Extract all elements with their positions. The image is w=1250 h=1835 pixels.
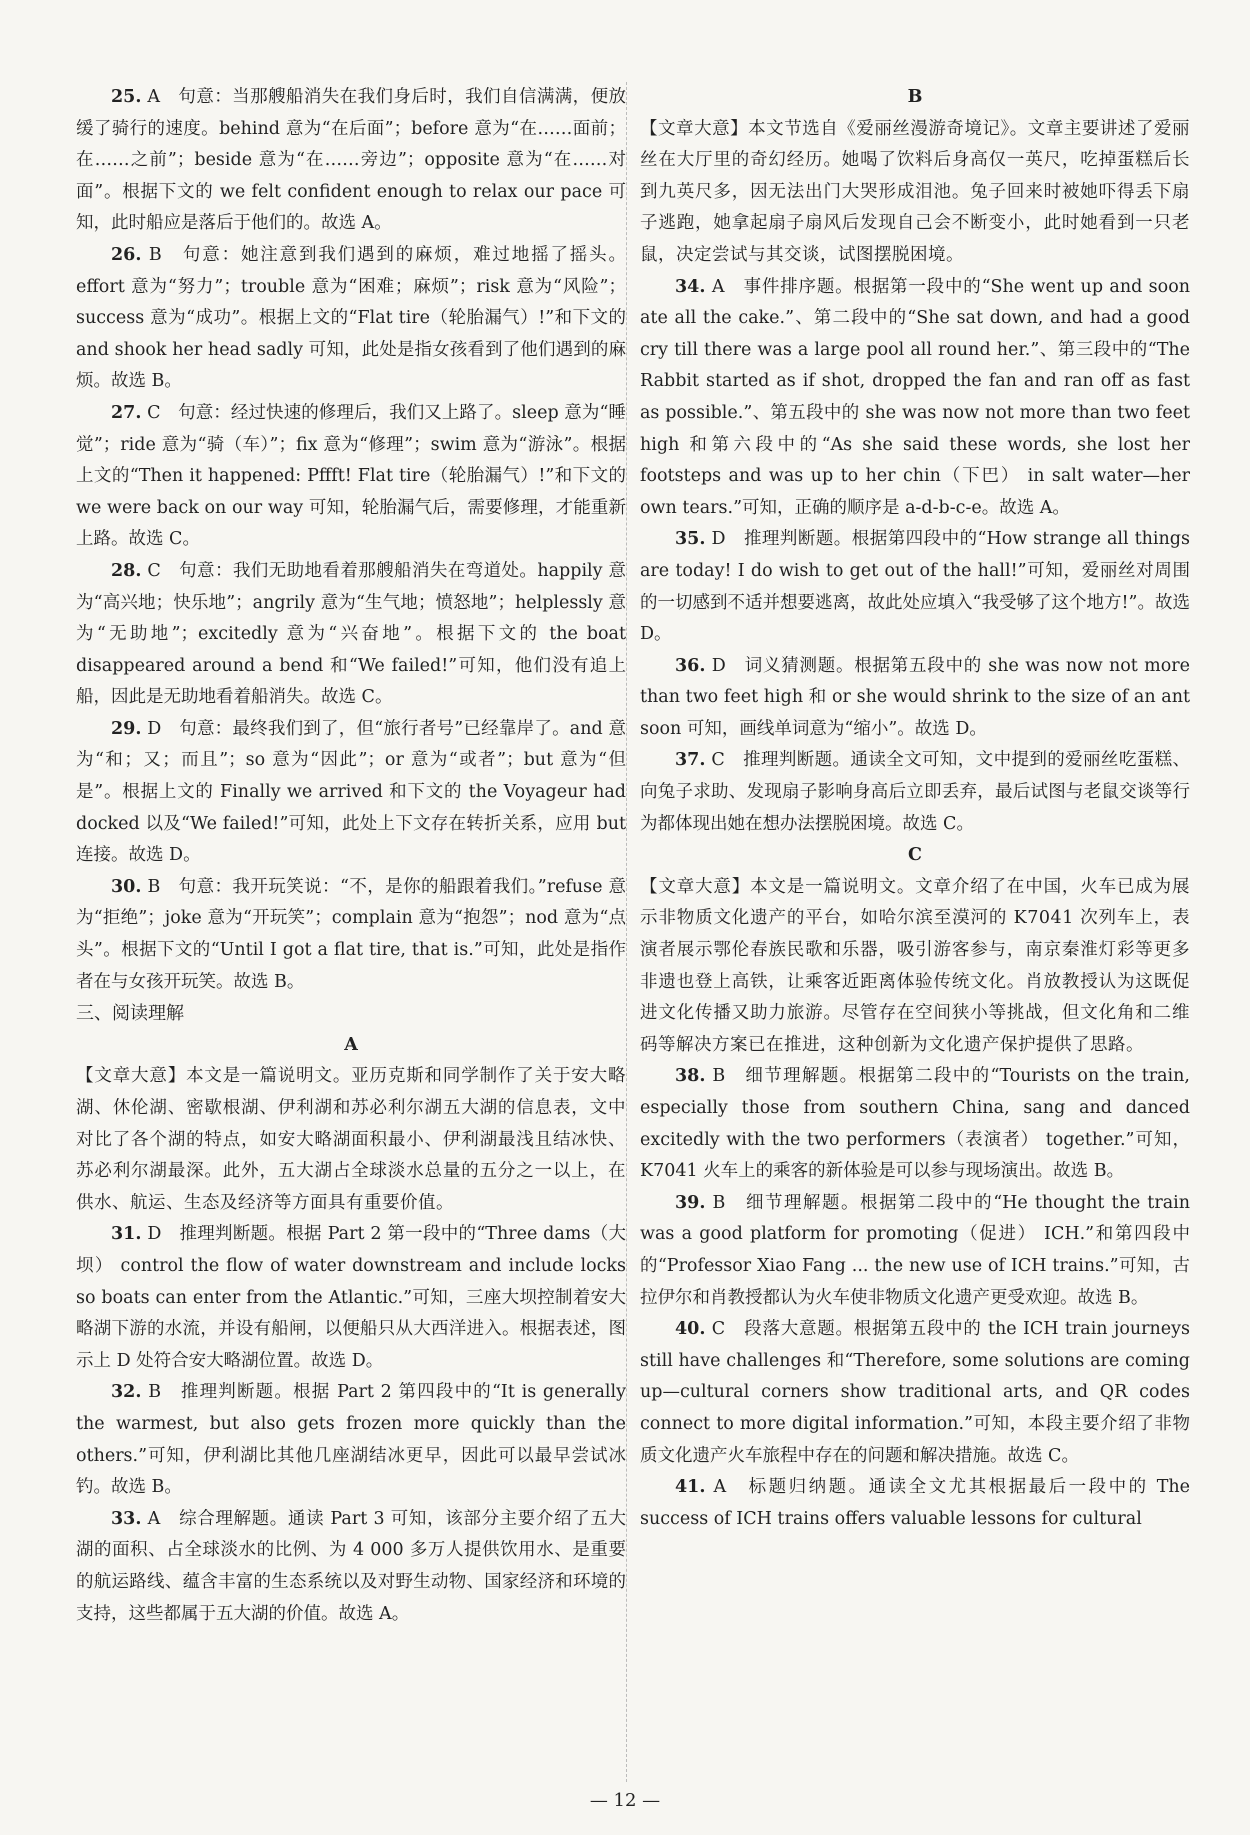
answer-29: 29. D 句意：最终我们到了，但“旅行者号”已经靠岸了。and 意为“和；又；而且”；so 意为“因此”；or 意为“或者”；but 意为“但是”。根据上文的 Finally we arrived 和下文的 the Voyageur had docked 以及“We failed!”可知，此处上下文存在转折关系，应用 but 连接。故选 D。 — [76, 718, 626, 866]
passage-heading-a: A — [344, 1034, 358, 1055]
answer-38: 38. B 细节理解题。根据第二段中的“Tourists on the train, especially those from southern China, sang and danced excitedly with the two performers（表演者） together.”可知，K7041 火车上的乘客的新体验是可以参与现场演出。故选 B。 — [640, 1066, 1190, 1182]
left-column — [76, 82, 626, 1630]
right-column — [640, 82, 1190, 1535]
answer-31: 31. D 推理判断题。根据 Part 2 第一段中的“Three dams（大坝） control the flow of water downstream and include locks so boats can enter from the Atlantic.”可知，三座大坝控制着安大略湖下游的水流，并设有船闸，以便船只从大西洋进入。根据表述，图示上 D 处符合安大略湖位置。故选 D。 — [76, 1224, 626, 1371]
answer-30: 30. B 句意：我开玩笑说：“不，是你的船跟着我们。”refuse 意为“拒绝”；joke 意为“开玩笑”；complain 意为“抱怨”；nod 意为“点头”。根据下文的“Until I got a flat tire, that is.”可知，此处是指作者在与女孩开玩笑。故选 B。 — [76, 876, 626, 992]
answer-27: 27. C 句意：经过快速的修理后，我们又上路了。sleep 意为“睡觉”；ride 意为“骑（车）”；fix 意为“修理”；swim 意为“游泳”。根据上文的“Then it happened: Pffft! Flat tire（轮胎漏气）!”和下文的 we were back on our way 可知，轮胎漏气后，需要修理，才能重新上路。故选 C。 — [76, 402, 626, 550]
answer-34: 34. A 事件排序题。根据第一段中的“She went up and soon ate all the cake.”、第二段中的“She sat down, and had a good cry till there was a large pool all round her.”、第三段中的“The Rabbit started as if shot, dropped the fan and ran off as fast as possible.”、第五段中的 she was now not more than two feet high 和第六段中的“As she said these words, she lost her footsteps and was up to her chin（下巴） in salt water—her own tears.”可知，正确的顺序是 a-d-b-c-e。故选 A。 — [640, 276, 1190, 518]
answer-26: 26. B 句意：她注意到我们遇到的麻烦，难过地摇了摇头。effort 意为“努力”；trouble 意为“困难；麻烦”；risk 意为“风险”；success 意为“成功”。根据上文的“Flat tire（轮胎漏气）!”和下文的 and shook her head sadly 可知，此处是指女孩看到了他们遇到的麻烦。故选 B。 — [76, 244, 626, 392]
answer-37: 37. C 推理判断题。通读全文可知，文中提到的爱丽丝吃蛋糕、向兔子求助、发现扇子影响身高后立即丢弃，最后试图与老鼠交谈等行为都体现出她在想办法摆脱困境。故选 C。 — [640, 750, 1190, 834]
answer-32: 32. B 推理判断题。根据 Part 2 第四段中的“It is generally the warmest, but also gets frozen more quickly than the others.”可知，伊利湖比其他几座湖结冰更早，因此可以最早尝试冰钓。故选 B。 — [76, 1382, 626, 1498]
answer-40: 40. C 段落大意题。根据第五段中的 the ICH train journeys still have challenges 和“Therefore, some solutions are coming up—cultural corners show traditional arts, and QR codes connect to more digital information.”可知，本段主要介绍了非物质文化遗产火车旅程中存在的问题和解决措施。故选 C。 — [640, 1319, 1190, 1466]
answer-41: 41. A 标题归纳题。通读全文尤其根据最后一段中的 The success of ICH trains offers valuable lessons for cultural — [640, 1477, 1190, 1529]
page-number: — 12 — — [589, 1790, 661, 1811]
answer-28: 28. C 句意：我们无助地看着那艘船消失在弯道处。happily 意为“高兴地；快乐地”；angrily 意为“生气地；愤怒地”；helplessly 意为“无助地”；excitedly 意为“兴奋地”。根据下文的 the boat disappeared around a bend 和“We failed!”可知，他们没有追上船，因此是无助地看着船消失。故选 C。 — [76, 560, 626, 708]
answer-39: 39. B 细节理解题。根据第二段中的“He thought the train was a good platform for promoting（促进） ICH.”和第四段中的“Professor Xiao Fang ... the new use of ICH trains.”可知，古拉伊尔和肖教授都认为火车使非物质文化遗产更受欢迎。故选 B。 — [640, 1192, 1190, 1308]
passage-heading-b: B — [907, 87, 923, 107]
answer-36: 36. D 词义猜测题。根据第五段中的 she was now not more than two feet high 和 or she would shrink to the size of an ant soon 可知，画线单词意为“缩小”。故选 D。 — [640, 655, 1190, 739]
passage-summary-a: 【文章大意】本文是一篇说明文。亚历克斯和同学制作了关于安大略湖、休伦湖、密歇根湖、伊利湖和苏必利尔湖五大湖的信息表，文中对比了各个湖的特点，如安大略湖面积最小、伊利湖最浅且结冰快、苏必利尔湖最深。此外，五大湖占全球淡水总量的五分之一以上，在供水、航运、生态及经济等方面具有重要价值。 — [76, 1066, 626, 1213]
passage-summary-b: 【文章大意】本文节选自《爱丽丝漫游奇境记》。文章主要讲述了爱丽丝在大厅里的奇幻经历。她喝了饮料后身高仅一英尺，吃掉蛋糕后长到九英尺多，因无法出门大哭形成泪池。兔子回来时被她吓得丢下扇子逃跑，她拿起扇子扇风后发现自己会不断变小，此时她看到一只老鼠，决定尝试与其交谈，试图摆脱困境。 — [640, 118, 1190, 265]
passage-heading-c: C — [908, 845, 922, 866]
section-heading-reading: 三、阅读理解 — [76, 1003, 184, 1025]
answer-33: 33. A 综合理解题。通读 Part 3 可知，该部分主要介绍了五大湖的面积、占全球淡水的比例、为 4 000 多万人提供饮用水、是重要的航运路线、蕴含丰富的生态系统以及对野生动物、国家经济和环境的支持，这些都属于五大湖的价值。故选 A。 — [76, 1508, 626, 1624]
passage-summary-c: 【文章大意】本文是一篇说明文。文章介绍了在中国，火车已成为展示非物质文化遗产的平台，如哈尔滨至漠河的 K7041 次列车上，表演者展示鄂伦春族民歌和乐器，吸引游客参与，南京秦淮灯彩等更多非遗也登上高铁，让乘客近距离体验传统文化。肖放教授认为这既促进文化传播又助力旅游。尽管存在空间狭小等挑战，但文化角和二维码等解决方案已在推进，这种创新为文化遗产保护提供了思路。 — [640, 876, 1190, 1055]
answer-35: 35. D 推理判断题。根据第四段中的“How strange all things are today! I do wish to get out of the hall!”可知，爱丽丝对周围的一切感到不适并想要逃离，故此处应填入“我受够了这个地方!”。故选 D。 — [640, 529, 1190, 645]
answer-25: 25. A 句意：当那艘船消失在我们身后时，我们自信满满，便放缓了骑行的速度。behind 意为“在后面”；before 意为“在……面前；在……之前”；beside 意为“在……旁边”；opposite 意为“在……对面”。根据下文的 we felt confident enough to relax our pace 可知，此时船应是落后于他们的。故选 A。 — [76, 87, 626, 234]
column-divider — [626, 82, 627, 1782]
